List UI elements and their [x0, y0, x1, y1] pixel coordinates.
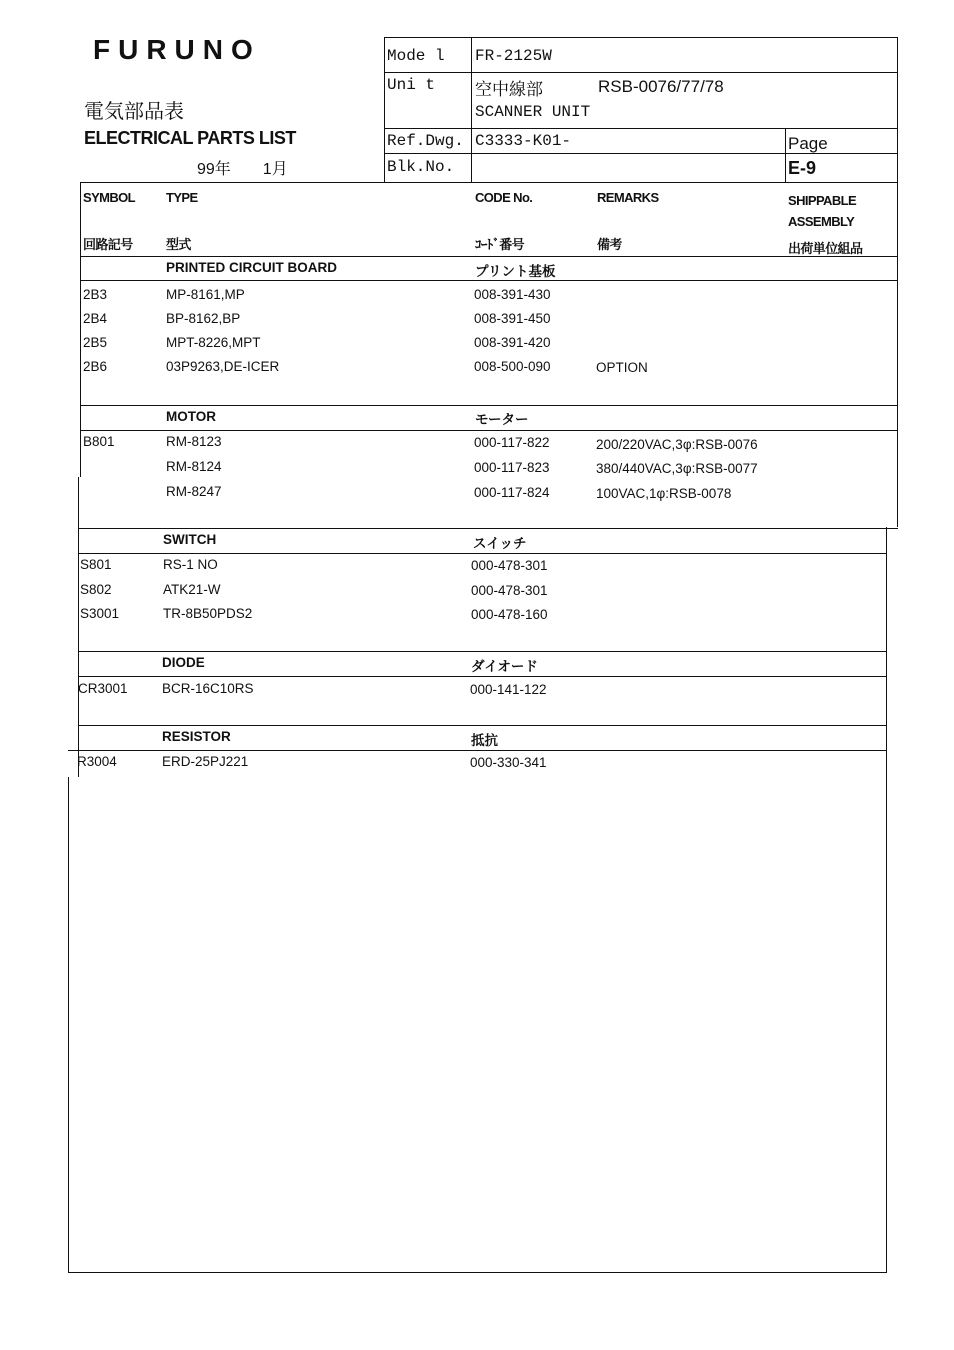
row-remarks: 380/440VAC,3φ:RSB-0077: [596, 461, 758, 476]
unit-value-jp: 空中線部: [475, 80, 543, 100]
refdwg-label: Ref.Dwg.: [387, 132, 464, 150]
col-symbol-en: SYMBOL: [83, 190, 136, 205]
row-code: 008-391-450: [474, 311, 551, 326]
blkno-label: Blk.No.: [387, 158, 455, 176]
col-shippable-en-1: SHIPPABLE: [788, 193, 857, 208]
row-symbol: S801: [80, 557, 112, 572]
col-symbol-jp: 回路記号: [83, 237, 133, 252]
row-code: 008-500-090: [474, 359, 551, 374]
row-type: RM-8123: [166, 434, 222, 449]
row-type: 03P9263,DE-ICER: [166, 359, 280, 374]
refdwg-value: C3333-K01-: [475, 132, 572, 150]
section-title-en: DIODE: [162, 655, 205, 670]
row-type: RM-8247: [166, 484, 222, 499]
row-code: 000-117-824: [474, 485, 550, 500]
col-type-en: TYPE: [166, 190, 198, 205]
company-logo: FURUNO: [93, 34, 261, 65]
document-title-jp: 電気部品表: [84, 101, 184, 123]
row-symbol: R3004: [77, 754, 117, 769]
section-title-jp: プリント基板: [475, 264, 556, 279]
row-type: ERD-25PJ221: [162, 754, 249, 769]
row-type: RS-1 NO: [163, 557, 218, 572]
unit-label: Uni t: [387, 76, 436, 94]
document-title-en: ELECTRICAL PARTS LIST: [84, 128, 296, 148]
section-title-jp: 抵抗: [471, 733, 498, 748]
col-shippable-jp: 出荷単位組品: [788, 241, 863, 256]
row-code: 000-478-301: [471, 583, 548, 598]
col-remarks-jp: 備考: [597, 237, 622, 252]
section-title-en: PRINTED CIRCUIT BOARD: [166, 260, 337, 275]
row-code: 008-391-430: [474, 287, 551, 302]
row-symbol: S3001: [80, 606, 120, 621]
row-type: RM-8124: [166, 459, 222, 474]
section-title-en: MOTOR: [166, 409, 216, 424]
col-code-jp: ｺｰﾄﾞ番号: [475, 237, 525, 252]
row-symbol: 2B3: [83, 287, 108, 302]
section-title-en: SWITCH: [163, 532, 217, 547]
document-date: 99年 1月: [197, 161, 288, 178]
row-type: MP-8161,MP: [166, 287, 245, 302]
row-symbol: 2B5: [83, 335, 108, 350]
unit-value-code: RSB-0076/77/78: [598, 77, 724, 96]
row-type: MPT-8226,MPT: [166, 335, 261, 350]
section-title-jp: モーター: [475, 412, 529, 427]
row-symbol: B801: [83, 434, 115, 449]
row-code: 000-141-122: [470, 682, 547, 697]
row-type: ATK21-W: [163, 582, 221, 597]
row-symbol: 2B4: [83, 311, 108, 326]
col-code-en: CODE No.: [475, 190, 533, 205]
row-remarks: OPTION: [596, 360, 648, 375]
row-type: TR-8B50PDS2: [163, 606, 253, 621]
unit-value-en: SCANNER UNIT: [475, 103, 591, 121]
section-title-jp: ダイオード: [471, 659, 538, 674]
row-code: 000-478-301: [471, 558, 548, 573]
row-type: BCR-16C10RS: [162, 681, 254, 696]
row-symbol: 2B6: [83, 359, 108, 374]
row-code: 008-391-420: [474, 335, 551, 350]
page-label: Page: [788, 134, 828, 153]
row-remarks: 200/220VAC,3φ:RSB-0076: [596, 437, 758, 452]
col-shippable-en-2: ASSEMBLY: [788, 214, 855, 229]
section-title-en: RESISTOR: [162, 729, 231, 744]
section-title-jp: スイッチ: [473, 536, 527, 551]
row-type: BP-8162,BP: [166, 311, 241, 326]
model-label: Mode l: [387, 47, 445, 65]
col-type-jp: 型式: [166, 237, 191, 252]
row-code: 000-330-341: [470, 755, 547, 770]
model-value: FR-2125W: [475, 47, 552, 65]
row-code: 000-117-823: [474, 460, 550, 475]
row-symbol: CR3001: [78, 681, 128, 696]
page-number: E-9: [788, 158, 817, 178]
row-code: 000-478-160: [471, 607, 548, 622]
row-remarks: 100VAC,1φ:RSB-0078: [596, 486, 732, 501]
row-code: 000-117-822: [474, 435, 550, 450]
col-remarks-en: REMARKS: [597, 190, 659, 205]
row-symbol: S802: [80, 582, 112, 597]
